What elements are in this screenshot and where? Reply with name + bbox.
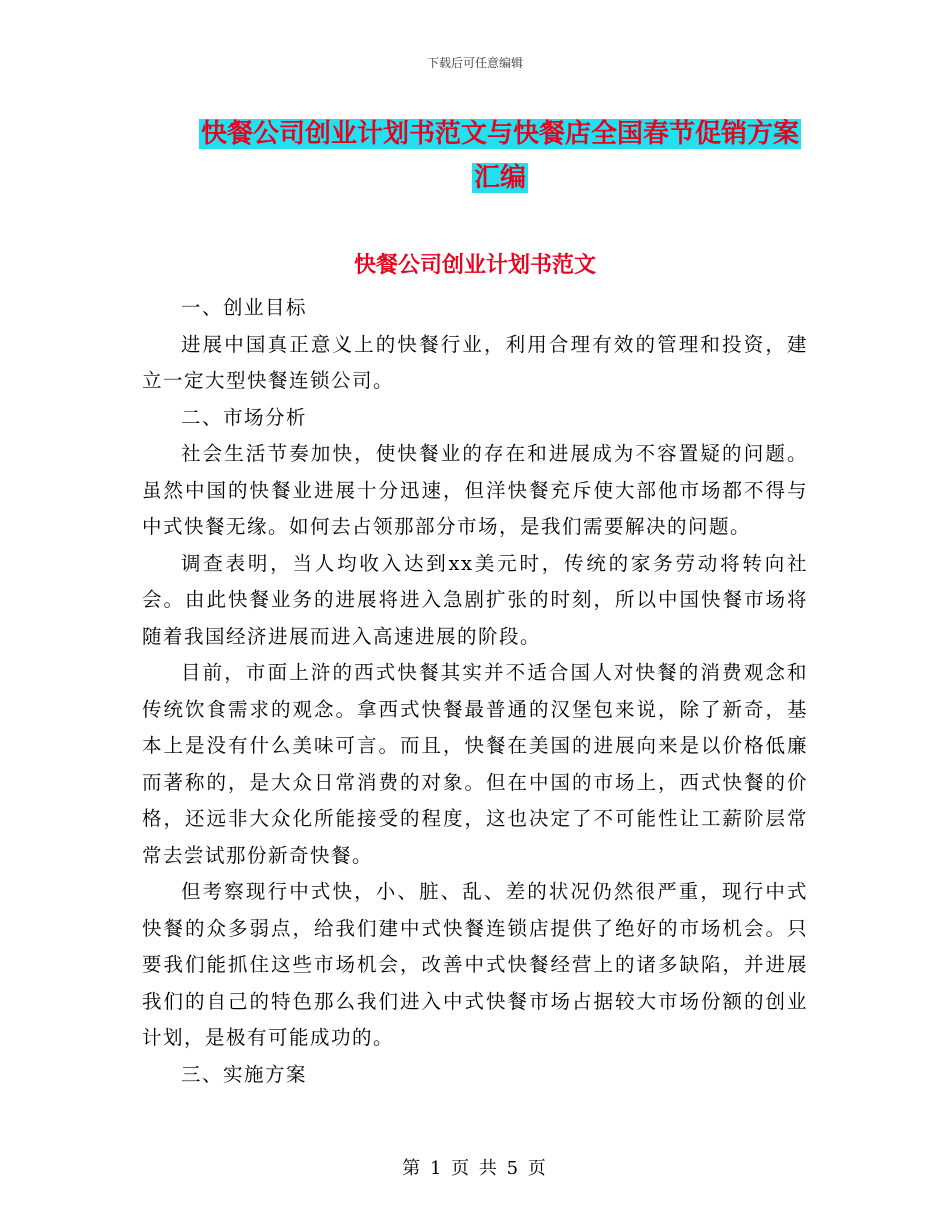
header-note: 下载后可任意编辑 [426, 56, 523, 70]
heading-market-analysis: 二、市场分析 [181, 405, 308, 429]
heading-creation-goal: 一、创业目标 [181, 296, 308, 319]
title-line-2: 汇编 [473, 163, 526, 193]
paragraph: 社会生活节奏加快，使快餐业的存在和进展成为不容置疑的问题。虽然中国的快餐业进展十分迅速，但洋快餐充斥使大部他市场都不得与中式快餐无缘。如何去占领那部分市场，是我们需要解决的问题。 [142, 442, 808, 538]
title-line-1: 快餐公司创业计划书范文与快餐店全国春节促销方案 [200, 119, 799, 149]
body-text [142, 290, 808, 1093]
page-footer: 第 1 页 共 5 页 [402, 1158, 548, 1179]
paragraph: 但考察现行中式快，小、脏、乱、差的状况仍然很严重，现行中式快餐的众多弱点，给我们建中式快餐连锁店提供了绝好的市场机会。只要我们能抓住这些市场机会，改善中式快餐经营上的诸多缺陷，并进展我们的自己的特色那么我们进入中式快餐市场占据较大市场份额的创业计划，是极有可能成功的。 [142, 880, 808, 1049]
paragraph: 调查表明，当人均收入达到xx美元时，传统的家务劳动将转向社会。由此快餐业务的进展将进入急剧扩张的时刻，所以中国快餐市场将随着我国经济进展而进入高速进展的阶段。 [142, 551, 808, 648]
heading-implementation-plan: 三、实施方案 [181, 1062, 308, 1086]
paragraph: 进展中国真正意义上的快餐行业，利用合理有效的管理和投资，建立一定大型快餐连锁公司。 [142, 332, 808, 392]
paragraph: 目前，市面上浒的西式快餐其实并不适合国人对快餐的消费观念和传统饮食需求的观念。拿西式快餐最普通的汉堡包来说，除了新奇，基本上是没有什么美味可言。而且，快餐在美国的进展向来是以价格低廉而著称的，是大众日常消费的对象。但在中国的市场上，西式快餐的价格，还远非大众化所能接受的程度，这也决定了不可能性让工薪阶层常常去尝试那份新奇快餐。 [142, 661, 808, 867]
document-title [190, 112, 810, 200]
section-title: 快餐公司创业计划书范文 [353, 253, 596, 278]
